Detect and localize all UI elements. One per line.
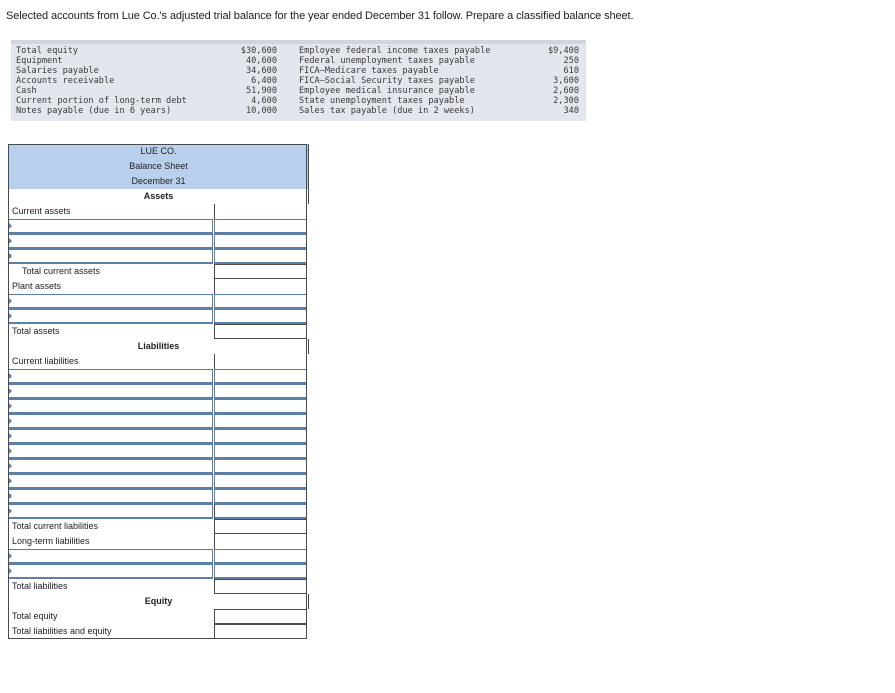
- account-dropdown[interactable]: [8, 234, 213, 249]
- left-account-cell: Salaries payable: [16, 66, 99, 76]
- right-account-cell: Employee medical insurance payable: [299, 86, 475, 96]
- long-term-liabilities-row: [8, 534, 307, 549]
- account-dropdown[interactable]: [8, 429, 213, 444]
- right-amount-cell: 610: [563, 66, 579, 76]
- total-current-assets-input[interactable]: [214, 264, 307, 279]
- sheet-title: Balance Sheet: [129, 161, 188, 171]
- plant-assets-row: [8, 279, 307, 294]
- total-assets-label: Total assets: [8, 324, 213, 339]
- total-equity-input[interactable]: [214, 609, 307, 624]
- amount-input[interactable]: [214, 414, 307, 429]
- left-amount-cell: 51,900: [245, 86, 277, 96]
- total-current-assets-row-b: [8, 264, 307, 279]
- account-dropdown[interactable]: [8, 549, 213, 564]
- amount-input[interactable]: [214, 369, 307, 384]
- current-liability-line: [8, 429, 307, 444]
- total-liabilities-label: Total liabilities: [8, 579, 213, 594]
- right-account-cell: Employee federal income taxes payable: [299, 46, 491, 56]
- account-dropdown[interactable]: [8, 489, 213, 504]
- current-liabilities-label: Current liabilities: [8, 354, 213, 369]
- current-liability-line: [8, 474, 307, 489]
- blank-cell: [8, 504, 213, 519]
- long-term-liability-line-2: [8, 564, 307, 579]
- left-account-cell: Total equity: [16, 46, 79, 56]
- left-amount-cell: 4,600: [251, 96, 277, 106]
- account-dropdown[interactable]: [8, 564, 213, 579]
- current-liability-line: [8, 489, 307, 504]
- assets-header: Assets: [143, 191, 174, 201]
- right-accounts-column: [299, 46, 490, 116]
- sheet-title-row: [8, 159, 309, 174]
- current-liability-line: [8, 369, 307, 384]
- total-liabilities-equity-input[interactable]: [214, 624, 307, 639]
- account-dropdown[interactable]: [8, 414, 213, 429]
- account-dropdown[interactable]: [8, 444, 213, 459]
- total-equity-label: Total equity: [8, 609, 213, 624]
- right-account-cell: FICA—Medicare taxes payable: [299, 66, 439, 76]
- total-liabilities-equity-label: Total liabilities and equity: [8, 624, 213, 639]
- right-amount-cell: 2,600: [553, 86, 579, 96]
- left-amount-cell: $30,600: [240, 46, 277, 56]
- left-accounts-column: [16, 46, 187, 116]
- left-account-cell: Current portion of long-term debt: [16, 96, 187, 106]
- right-amount-cell: 250: [563, 56, 579, 66]
- right-account-cell: Sales tax payable (due in 2 weeks): [299, 106, 475, 116]
- right-account-cell: Federal unemployment taxes payable: [299, 56, 475, 66]
- amount-input[interactable]: [214, 459, 307, 474]
- account-dropdown[interactable]: [8, 294, 213, 309]
- account-dropdown[interactable]: [8, 384, 213, 399]
- total-current-liabilities-row: [8, 519, 307, 534]
- amount-input[interactable]: [214, 399, 307, 414]
- left-account-cell: Cash: [16, 86, 37, 96]
- right-amounts-column: [541, 46, 579, 116]
- equity-header: Equity: [144, 596, 173, 606]
- account-dropdown[interactable]: [8, 474, 213, 489]
- equity-header-row: [8, 594, 309, 609]
- blank-cell: [214, 279, 307, 294]
- account-dropdown[interactable]: [8, 459, 213, 474]
- current-asset-line-3: [8, 249, 307, 264]
- amount-input[interactable]: [214, 249, 307, 264]
- left-amount-cell: 6,400: [251, 76, 277, 86]
- plant-asset-line-2: [8, 309, 307, 324]
- amount-input[interactable]: [214, 429, 307, 444]
- left-account-cell: Notes payable (due in 6 years): [16, 106, 172, 116]
- amount-input[interactable]: [214, 234, 307, 249]
- sheet-date-row: [8, 174, 309, 189]
- question-text: Selected accounts from Lue Co.'s adjusted trial balance for the year ended December 31 follow. Prepare a classified balance sheet.: [6, 10, 634, 22]
- amount-input[interactable]: [214, 564, 307, 579]
- total-liabilities-input[interactable]: [214, 579, 307, 594]
- company-name: LUE CO.: [140, 146, 177, 156]
- current-liability-line: [8, 459, 307, 474]
- right-amount-cell: $9,400: [547, 46, 579, 56]
- amount-input[interactable]: [214, 444, 307, 459]
- assets-header-row: [8, 189, 309, 204]
- amount-input[interactable]: [214, 384, 307, 399]
- current-assets-label: Current assets: [8, 204, 213, 219]
- blank-cell: [214, 354, 307, 369]
- right-amount-cell: 3,600: [553, 76, 579, 86]
- current-liability-line: [8, 414, 307, 429]
- left-amount-cell: 40,600: [245, 56, 277, 66]
- right-amount-cell: 340: [563, 106, 579, 116]
- account-dropdown[interactable]: [8, 309, 213, 324]
- amount-input[interactable]: [214, 219, 307, 234]
- long-term-liability-line-1: [8, 549, 307, 564]
- right-account-cell: FICA—Social Security taxes payable: [299, 76, 475, 86]
- total-current-liabilities-input[interactable]: [214, 519, 307, 534]
- left-account-cell: Accounts receivable: [16, 76, 115, 86]
- current-asset-line-1: [8, 219, 307, 234]
- total-assets-row: [8, 324, 307, 339]
- right-account-cell: State unemployment taxes payable: [299, 96, 465, 106]
- total-assets-input[interactable]: [214, 324, 307, 339]
- account-dropdown[interactable]: [8, 219, 213, 234]
- current-liability-line: [8, 384, 307, 399]
- total-equity-row: [8, 609, 307, 624]
- left-amounts-column: [237, 46, 277, 116]
- right-amount-cell: 2,300: [553, 96, 579, 106]
- current-assets-row: [8, 204, 307, 219]
- account-dropdown[interactable]: [8, 399, 213, 414]
- total-liabilities-equity-row: [8, 624, 307, 639]
- current-asset-line-2: [8, 234, 307, 249]
- total-current-liabilities-label: Total current liabilities: [8, 519, 213, 534]
- current-liability-line: [8, 444, 307, 459]
- liabilities-header-row: [8, 339, 309, 354]
- amount-input[interactable]: [214, 309, 307, 324]
- total-current-assets-text: Total current assets: [8, 264, 213, 279]
- amount-input[interactable]: [214, 489, 307, 504]
- plant-assets-label: Plant assets: [8, 279, 213, 294]
- blank-row: [8, 504, 307, 519]
- left-amount-cell: 10,000: [245, 106, 277, 116]
- left-amount-cell: 34,600: [245, 66, 277, 76]
- amount-input[interactable]: [214, 474, 307, 489]
- blank-cell: [214, 504, 307, 519]
- account-dropdown[interactable]: [8, 369, 213, 384]
- current-liabilities-row: [8, 354, 307, 369]
- company-name-row: [8, 144, 309, 159]
- table-header-bar: [11, 40, 586, 44]
- amount-input[interactable]: [214, 294, 307, 309]
- left-account-cell: Equipment: [16, 56, 63, 66]
- blank-cell: [214, 534, 307, 549]
- long-term-liabilities-label: Long-term liabilities: [8, 534, 213, 549]
- liabilities-header: Liabilities: [137, 341, 180, 351]
- amount-input[interactable]: [214, 549, 307, 564]
- blank-cell: [214, 204, 307, 219]
- trial-balance-table: [11, 40, 586, 121]
- sheet-date: December 31: [131, 176, 186, 186]
- total-liabilities-row: [8, 579, 307, 594]
- current-liability-line: [8, 399, 307, 414]
- plant-asset-line-1: [8, 294, 307, 309]
- account-dropdown[interactable]: [8, 249, 213, 264]
